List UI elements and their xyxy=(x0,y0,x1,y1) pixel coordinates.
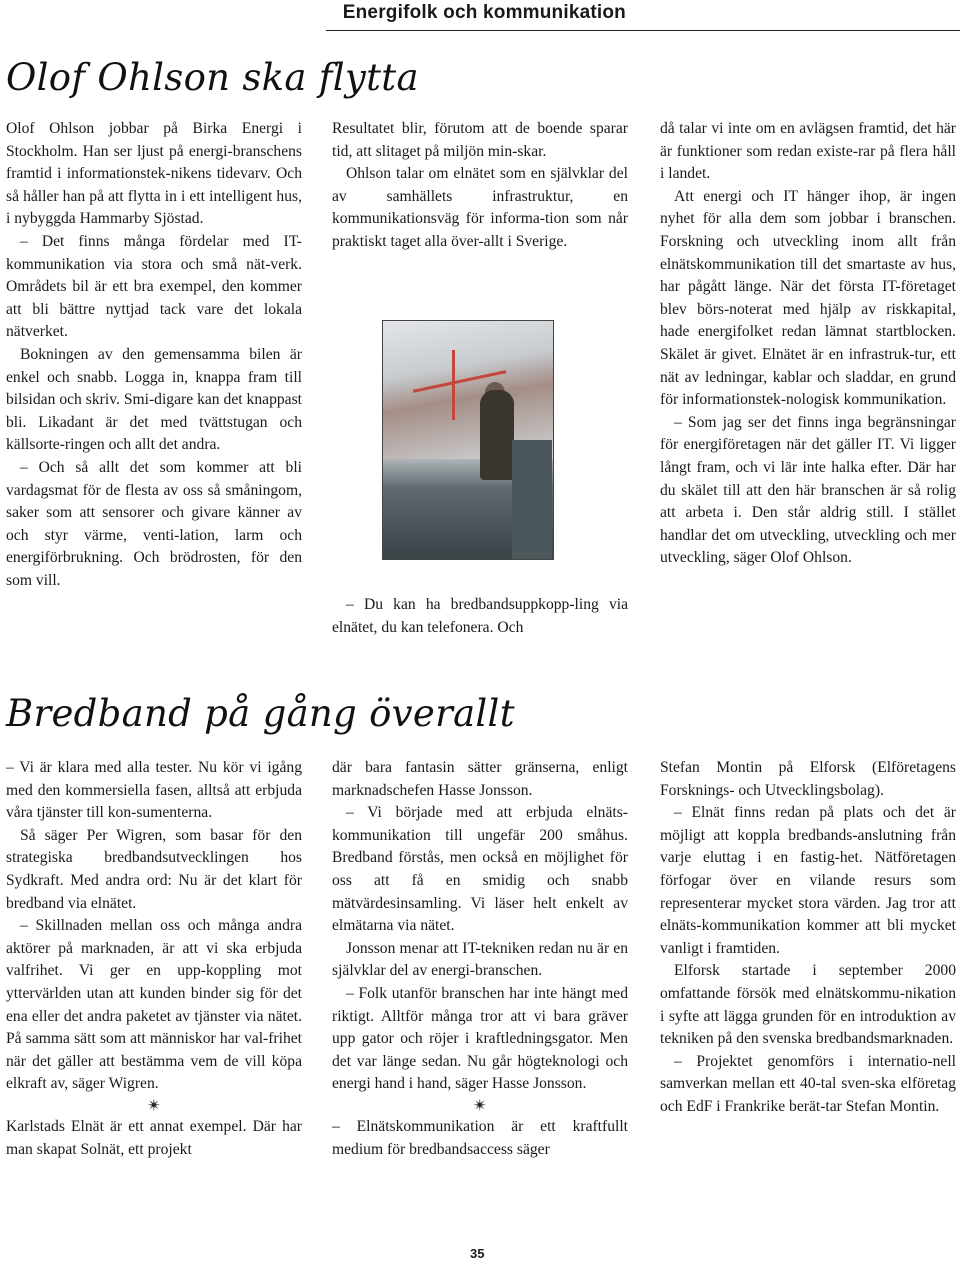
article1-column-2-bottom xyxy=(332,594,628,639)
separator-star-icon: ✴ xyxy=(146,1095,162,1115)
article1-column-2-top xyxy=(332,118,628,254)
paragraph: Karlstads Elnät är ett annat exempel. Där har man skapat Solnät, ett projekt xyxy=(6,1117,302,1158)
paragraph: där bara fantasin sätter gränserna, enligt marknadschefen Hasse Jonsson. xyxy=(332,759,628,799)
paragraph: – Som jag ser det finns inga begränsningar för energiföretagen när det gäller IT. Vi ligger långt fram, och vi lär inte halka efter. Där har du skälet till att den här branschen är så rolig att arbeta i. Den står aldrig still. I stället handlar det om utveckling, utveckling och mer utveckling, säger Olof Ohlson. xyxy=(660,413,956,567)
article-title: Olof Ohlson ska flytta xyxy=(6,56,419,99)
paragraph: – Skillnaden mellan oss och många andra aktörer på marknaden, är att vi ska erbjuda valfrihet. Vi ger en upp-koppling mot yttervärlden utan att kunden binder sig för det ena eller det andra paketet av tjänster via nätet. På samma sätt som att människor har val-frihet när det gäller att bestämma vem de vill köpa elkraft av, säger Wigren. xyxy=(6,917,302,1093)
paragraph: Att energi och IT hänger ihop, är ingen nyhet för alla dem som jobbar i branschen. Forskning och utveckling inom allt från elnätskommunikation till det smartaste av hus, har pågått länge. När det första IT-företaget blev börs-noterat med hjälp av riskkapital, hade energifolket redan lämnat startblocken. Skälet är givet. Elnätet är en infrastruk-tur, ett nät av ledningar, kablar och sladdar, en grund för informationstek-nologisk kommunikation. xyxy=(660,187,956,409)
paragraph: – Elnätskommunikation är ett kraftfullt medium för bredbandsaccess säger xyxy=(332,1117,628,1158)
paragraph: – Folk utanför branschen har inte hängt med riktigt. Alltför många tror att vi bara gräver upp gator och röjer i kraftledningsgator. Men det var länge sedan. Nu går högteknologi och energi hand i hand, säger Hasse Jonsson. xyxy=(332,984,628,1093)
paragraph: – Elnät finns redan på plats och det är möjligt att koppla bredbands-anslutning från varje eluttag i en fastig-het. Nätföretagen förfogar över en vilande resurs som representerar mycket stora värden. Jag tror att elnäts-kommunikation kommer att bli mycket vanligt i framtiden. xyxy=(660,804,956,957)
article2-column-1 xyxy=(6,757,302,1161)
paragraph: – Det finns många fördelar med IT-kommunikation via stora och små nät-verk. Områdets bil är ett bra exempel, den kommer att bli bättre nyttjad tack vare det lokala nätverket. xyxy=(6,232,302,341)
paragraph: Bokningen av den gemensamma bilen är enkel och snabb. Logga in, knappa fram till bilsidan och skriv. Smi-digare kan det knappast bli. Likadant är det med tvättstugan och källsorte-ringen och allt det andra. xyxy=(6,345,302,454)
paragraph: då talar vi inte om en avlägsen framtid, det här är funktioner som redan existe-rar på flera håll i landet. xyxy=(660,120,956,183)
paragraph: – Vi är klara med alla tester. Nu kör vi igång med den kommersiella fasen, alltså att erbjuda våra tjänster till kon-sumenterna. xyxy=(6,759,302,822)
separator-star-icon: ✴ xyxy=(472,1095,488,1115)
article-photo xyxy=(382,320,554,560)
paragraph: – Du kan ha bredbandsuppkopp-ling via elnätet, du kan telefonera. Och xyxy=(332,596,628,636)
article-title: Bredband på gång överallt xyxy=(6,692,515,735)
paragraph: Stefan Montin på Elforsk (Elföretagens Forsknings- och Utvecklingsbolag). xyxy=(660,759,956,799)
paragraph: Så säger Per Wigren, som basar för den strategiska bredbandsutvecklingen hos Sydkraft. Med andra ord: Nu är det klart för bredband via elnätet. xyxy=(6,826,302,912)
paragraph: Olof Ohlson jobbar på Birka Energi i Stockholm. Han ser ljust på energi-branschens framtid i informationstek-nikens tidevarv. Och så håller han på att flytta in i ett intelligent hus, i nybyggda Hammarby Sjöstad. xyxy=(6,120,302,228)
article2-column-3 xyxy=(660,757,956,1119)
page-number: 35 xyxy=(470,1246,485,1261)
paragraph: Jonsson menar att IT-tekniken redan nu är en självklar del av energi-branschen. xyxy=(332,939,628,980)
paragraph: – Vi började med att erbjuda elnäts-kommunikation till ungefär 200 småhus. Bredband förstås, men också en möjlighet för oss att få en smidig och snabb mätvärdesinsamling. Vi läser helt enkelt av elmätarna via nätet. xyxy=(332,804,628,935)
section-header: Energifolk och kommunikation xyxy=(342,2,626,23)
photo-frame xyxy=(382,320,554,560)
paragraph: Ohlson talar om elnätet som en självklar del av samhällets infrastruktur, en kommunikationsväg för informa-tion som når praktiskt taget alla över-allt i Sverige. xyxy=(332,165,628,250)
article2-column-2 xyxy=(332,757,628,1161)
header-rule xyxy=(326,30,960,31)
paragraph: – Och så allt det som kommer att bli vardagsmat för de flesta av oss så småningom, saker som att sensorer och givare känner av och styr värme, venti-lation, larm och energiförbrukning. Och brödrosten, för den som vill. xyxy=(6,458,302,589)
article1-column-1 xyxy=(6,118,302,592)
paragraph: Resultatet blir, förutom att de boende sparar tid, att slitaget på miljön min-skar. xyxy=(332,120,628,160)
article1-column-3 xyxy=(660,118,956,570)
paragraph: – Projektet genomförs i internatio-nell samverkan mellan ett 40-tal sven-ska elföretag och EdF i Frankrike berät-tar Stefan Montin. xyxy=(660,1052,956,1115)
paragraph: Elforsk startade i september 2000 omfattande försök med elnätskommu-nikation i syfte att lägga grunden för en introduktion av tekniken på den svenska bredbandsmarknaden. xyxy=(660,962,956,1048)
